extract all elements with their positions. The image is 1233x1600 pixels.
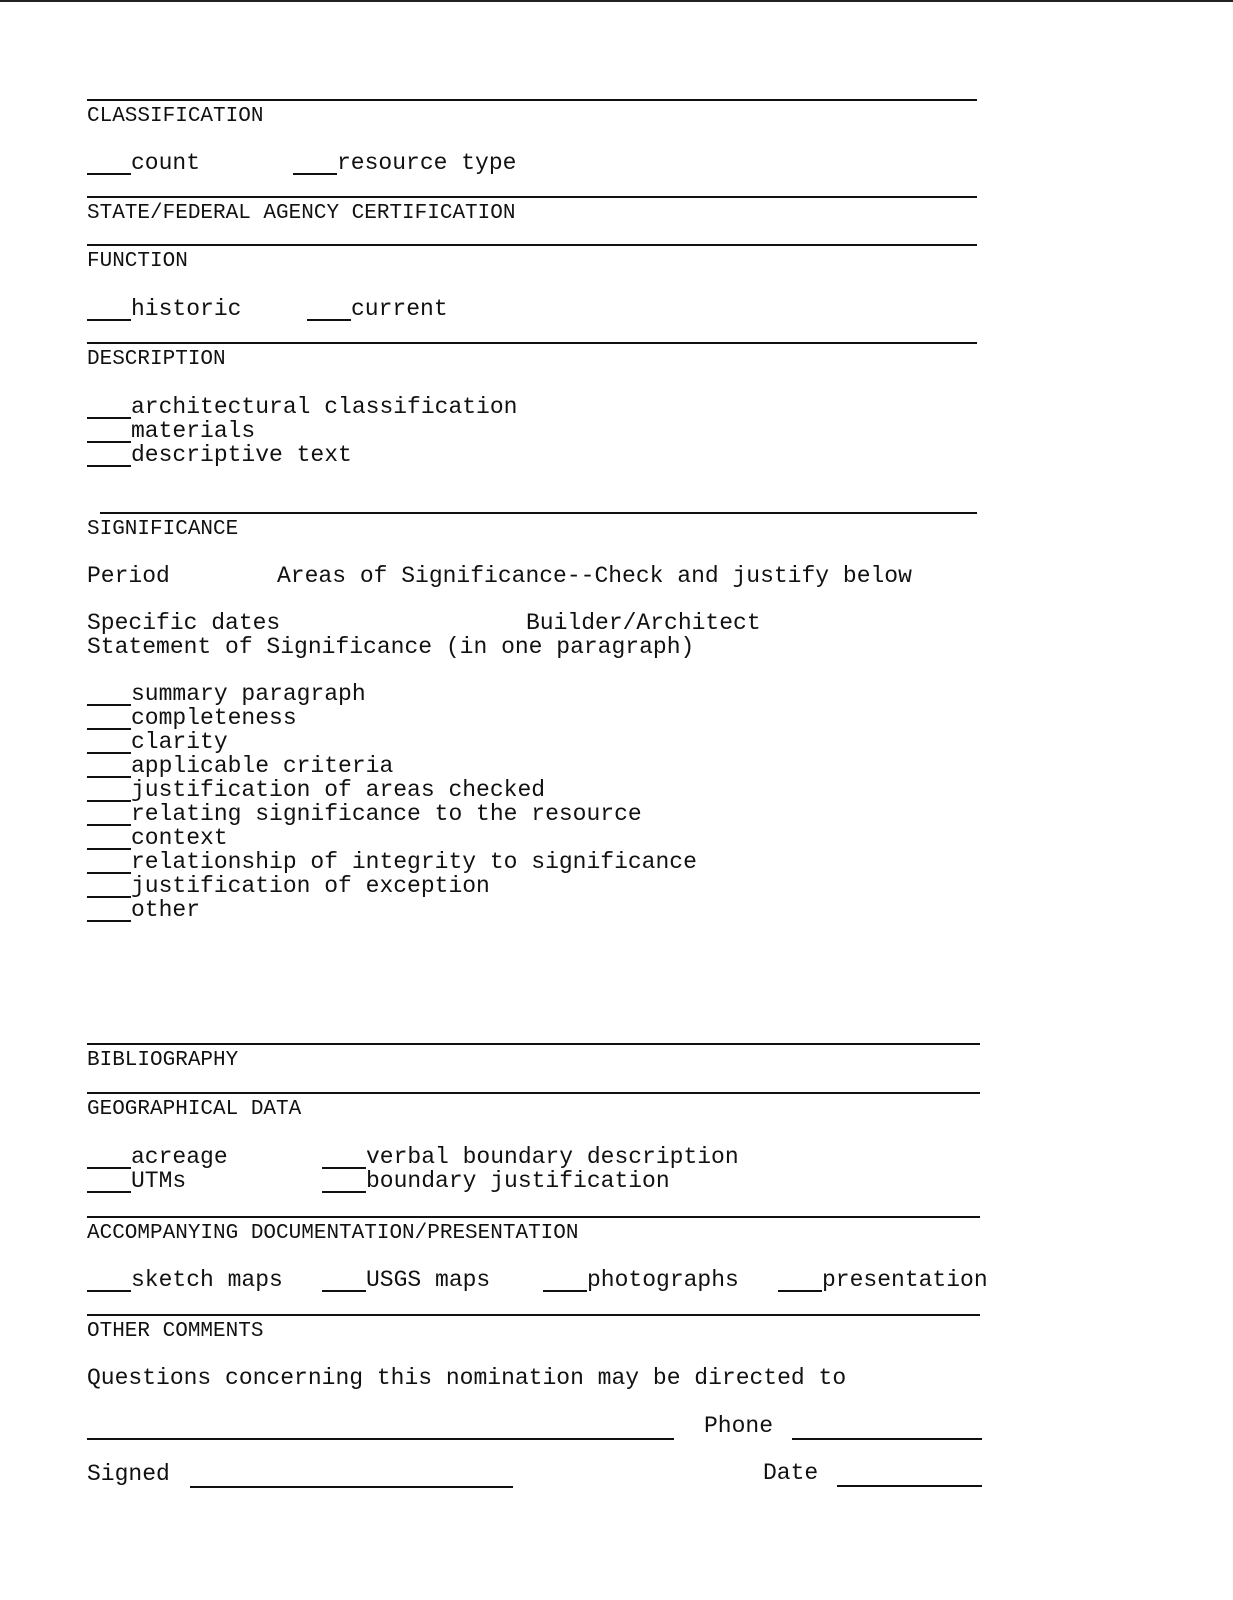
section-rule: [87, 196, 977, 198]
check-blank[interactable]: [293, 155, 337, 175]
section-rule: [87, 244, 977, 246]
check-blank[interactable]: [322, 1149, 366, 1169]
check-blank[interactable]: [87, 301, 131, 321]
check-blank[interactable]: [87, 1173, 131, 1193]
check-label: other: [131, 897, 201, 923]
checkbox-sketch-maps[interactable]: [87, 1269, 283, 1292]
check-blank[interactable]: [87, 758, 131, 778]
scan-top-edge: [0, 0, 1233, 2]
statement-of-significance-label: Statement of Significance (in one paragraph): [87, 634, 695, 660]
check-label: relationship of integrity to significance: [131, 849, 697, 875]
phone-field[interactable]: [792, 1438, 982, 1440]
section-rule: [87, 99, 977, 101]
checkbox-photographs[interactable]: [543, 1269, 739, 1292]
period-label: Period: [87, 563, 170, 589]
check-blank[interactable]: [87, 1272, 131, 1292]
check-blank[interactable]: [87, 423, 131, 443]
checkbox-count[interactable]: [87, 152, 200, 175]
check-label: context: [131, 825, 228, 851]
checkbox-descriptive-text[interactable]: [87, 444, 352, 467]
builder-architect-label: Builder/Architect: [526, 610, 761, 636]
areas-of-significance-label: Areas of Significance--Check and justify below: [277, 563, 912, 589]
geographical-data-heading: GEOGRAPHICAL DATA: [87, 1098, 302, 1121]
check-blank[interactable]: [87, 806, 131, 826]
checkbox-summary-paragraph[interactable]: [87, 683, 366, 706]
contact-name-field[interactable]: [87, 1438, 674, 1440]
check-blank[interactable]: [87, 447, 131, 467]
check-label: photographs: [587, 1267, 739, 1293]
check-blank[interactable]: [87, 902, 131, 922]
checkbox-applicable-criteria[interactable]: [87, 755, 393, 778]
check-label: architectural classification: [131, 394, 518, 420]
checkbox-context[interactable]: [87, 827, 228, 850]
check-label: historic: [131, 296, 242, 322]
significance-heading: SIGNIFICANCE: [87, 518, 239, 541]
checkbox-historic[interactable]: [87, 298, 241, 321]
checkbox-clarity[interactable]: [87, 731, 228, 754]
check-label: UTMs: [131, 1168, 187, 1194]
bibliography-heading: BIBLIOGRAPHY: [87, 1049, 239, 1072]
check-blank[interactable]: [87, 878, 131, 898]
checkbox-justification-of-exception[interactable]: [87, 875, 490, 898]
check-blank[interactable]: [307, 301, 351, 321]
check-blank[interactable]: [87, 686, 131, 706]
checkbox-justification-of-areas[interactable]: [87, 779, 545, 802]
check-label: USGS maps: [366, 1267, 491, 1293]
check-blank[interactable]: [87, 155, 131, 175]
checkbox-boundary-justification[interactable]: [322, 1170, 670, 1193]
check-label: resource type: [337, 150, 517, 176]
check-blank[interactable]: [87, 734, 131, 754]
check-label: applicable criteria: [131, 753, 394, 779]
section-rule: [87, 1092, 980, 1094]
section-rule: [87, 1043, 980, 1045]
checkbox-presentation[interactable]: [778, 1269, 988, 1292]
check-blank[interactable]: [87, 782, 131, 802]
check-label: presentation: [822, 1267, 988, 1293]
checkbox-current[interactable]: [307, 298, 448, 321]
signature-field[interactable]: [190, 1486, 513, 1488]
check-label: boundary justification: [366, 1168, 670, 1194]
checkbox-relationship-of-integrity[interactable]: [87, 851, 697, 874]
check-label: completeness: [131, 705, 297, 731]
section-rule: [100, 512, 977, 514]
section-rule: [87, 342, 977, 344]
check-label: sketch maps: [131, 1267, 283, 1293]
check-blank[interactable]: [87, 854, 131, 874]
checkbox-acreage[interactable]: [87, 1146, 228, 1169]
checkbox-resource-type[interactable]: [293, 152, 516, 175]
check-label: summary paragraph: [131, 681, 366, 707]
check-label: materials: [131, 418, 256, 444]
check-blank[interactable]: [778, 1272, 822, 1292]
check-label: count: [131, 150, 201, 176]
check-label: verbal boundary description: [366, 1144, 739, 1170]
checkbox-other[interactable]: [87, 899, 200, 922]
check-blank[interactable]: [543, 1272, 587, 1292]
check-blank[interactable]: [322, 1272, 366, 1292]
check-label: justification of areas checked: [131, 777, 546, 803]
checkbox-architectural-classification[interactable]: [87, 396, 517, 419]
check-label: justification of exception: [131, 873, 490, 899]
checkbox-relating-significance[interactable]: [87, 803, 642, 826]
check-label: clarity: [131, 729, 228, 755]
checkbox-completeness[interactable]: [87, 707, 297, 730]
check-label: relating significance to the resource: [131, 801, 642, 827]
check-label: acreage: [131, 1144, 228, 1170]
section-rule: [87, 1216, 980, 1218]
checkbox-usgs-maps[interactable]: [322, 1269, 490, 1292]
check-blank[interactable]: [87, 710, 131, 730]
check-label: descriptive text: [131, 442, 352, 468]
check-blank[interactable]: [87, 830, 131, 850]
classification-heading: CLASSIFICATION: [87, 105, 264, 128]
date-field[interactable]: [837, 1485, 982, 1487]
checkbox-materials[interactable]: [87, 420, 255, 443]
check-label: current: [351, 296, 448, 322]
function-heading: FUNCTION: [87, 250, 188, 273]
section-rule: [87, 1314, 980, 1316]
description-heading: DESCRIPTION: [87, 348, 226, 371]
checkbox-utms[interactable]: [87, 1170, 186, 1193]
certification-heading: STATE/FEDERAL AGENCY CERTIFICATION: [87, 202, 516, 225]
date-label: Date: [763, 1460, 819, 1486]
specific-dates-label: Specific dates: [87, 610, 281, 636]
check-blank[interactable]: [322, 1173, 366, 1193]
phone-label: Phone: [704, 1413, 774, 1439]
checkbox-verbal-boundary[interactable]: [322, 1146, 739, 1169]
signed-label: Signed: [87, 1461, 170, 1487]
other-comments-heading: OTHER COMMENTS: [87, 1320, 264, 1343]
check-blank[interactable]: [87, 399, 131, 419]
documentation-heading: ACCOMPANYING DOCUMENTATION/PRESENTATION: [87, 1222, 579, 1245]
questions-text: Questions concerning this nomination may be directed to: [87, 1365, 847, 1391]
check-blank[interactable]: [87, 1149, 131, 1169]
